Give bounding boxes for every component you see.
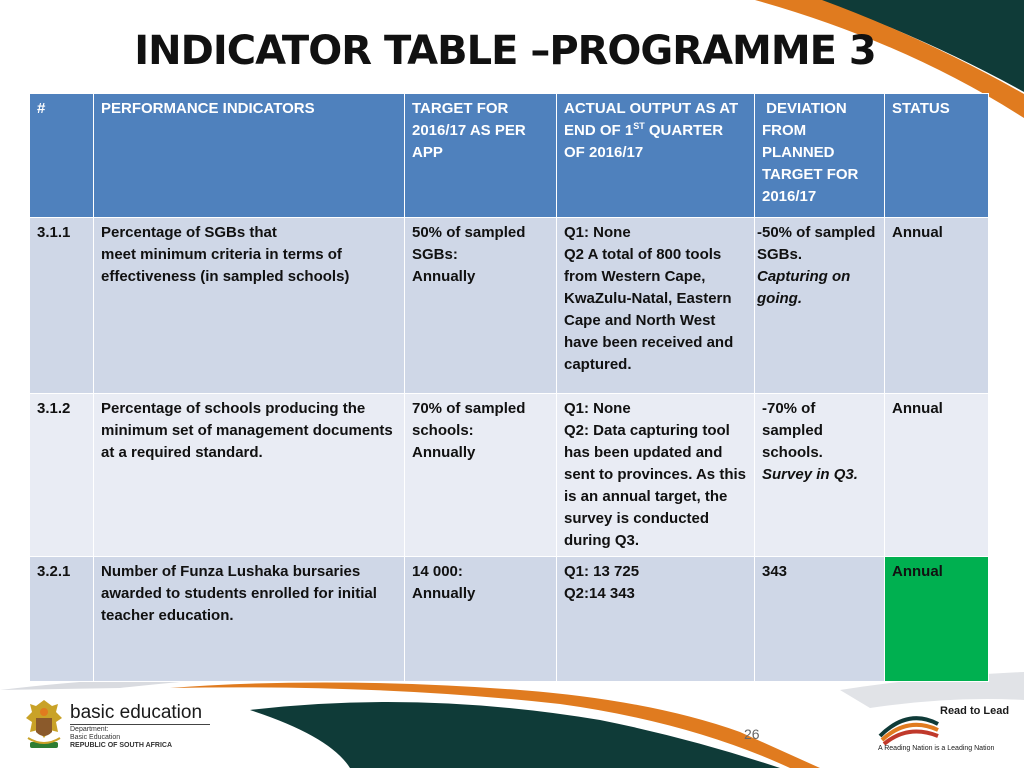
read-to-lead-name: Read to Lead <box>940 705 1010 717</box>
row-deviation-note: Capturing on going. <box>757 268 851 307</box>
basic-education-logo <box>22 696 222 756</box>
header-performance-indicators: PERFORMANCE INDICATORS <box>94 94 405 218</box>
table-header-row <box>30 94 989 218</box>
row-target: 50% of sampled SGBs: Annually <box>405 218 557 394</box>
table-row <box>30 557 989 682</box>
row-actual-output: Q1: None Q2: Data capturing tool has been updated and sent to provinces. As this is an annual target, the survey is conducted during Q3. <box>557 394 755 557</box>
indicator-table <box>29 93 989 682</box>
coat-of-arms-icon <box>22 698 66 754</box>
row-status: Annual <box>885 394 989 557</box>
row-deviation: 343 <box>755 557 885 682</box>
slide-title: INDICATOR TABLE –PROGRAMME 3 <box>134 28 876 74</box>
header-actual-output <box>557 94 755 218</box>
read-to-lead-tagline: A Reading Nation is a Leading Nation <box>878 745 995 752</box>
row-deviation-note: Survey in Q3. <box>762 466 858 483</box>
row-status-achieved: Annual <box>885 557 989 682</box>
row-indicator: Percentage of schools producing the minimum set of management documents at a required standard. <box>94 394 405 557</box>
row-target: 70% of sampled schools: Annually <box>405 394 557 557</box>
row-deviation-value: -70% of sampled schools. <box>762 400 823 461</box>
row-indicator: Number of Funza Lushaka bursaries awarded to students enrolled for initial teacher education. <box>94 557 405 682</box>
row-deviation <box>755 394 885 557</box>
logo-sub-line-3: REPUBLIC OF SOUTH AFRICA <box>70 742 173 749</box>
read-to-lead-arcs-icon <box>876 706 940 746</box>
header-deviation: DEVIATION FROM PLANNED TARGET FOR 2016/17 <box>755 94 885 218</box>
table-row <box>30 218 989 394</box>
basic-education-department <box>70 726 220 750</box>
header-actual-output-text-end: QUARTER OF 2016/17 <box>564 122 724 161</box>
logo-sub-line-1: Department: <box>70 726 109 733</box>
logo-divider <box>70 724 210 725</box>
row-deviation <box>755 218 885 394</box>
logo-sub-line-2: Basic Education <box>70 734 121 741</box>
row-actual-output: Q1: 13 725 Q2:14 343 <box>557 557 755 682</box>
header-status: STATUS <box>885 94 989 218</box>
header-number: # <box>30 94 94 218</box>
row-deviation-value: -50% of sampled SGBs. <box>757 224 876 263</box>
row-indicator: Percentage of SGBs that meet minimum criteria in terms of effectiveness (in sampled schools) <box>94 218 405 394</box>
basic-education-name: basic education <box>70 702 203 723</box>
header-actual-superscript: ST <box>633 121 645 131</box>
row-number: 3.2.1 <box>30 557 94 682</box>
row-status: Annual <box>885 218 989 394</box>
row-actual-output: Q1: None Q2 A total of 800 tools from Western Cape, KwaZulu-Natal, Eastern Cape and North West have been received and captured. <box>557 218 755 394</box>
table-row <box>30 394 989 557</box>
row-target: 14 000: Annually <box>405 557 557 682</box>
header-actual-output-text: ACTUAL OUTPUT AS AT END OF 1 <box>564 100 739 139</box>
read-to-lead-logo <box>876 702 1016 762</box>
row-number: 3.1.1 <box>30 218 94 394</box>
bottom-teal-swoosh <box>250 702 780 768</box>
row-number: 3.1.2 <box>30 394 94 557</box>
header-target: TARGET FOR 2016/17 AS PER APP <box>405 94 557 218</box>
page-number: 26 <box>744 726 760 742</box>
